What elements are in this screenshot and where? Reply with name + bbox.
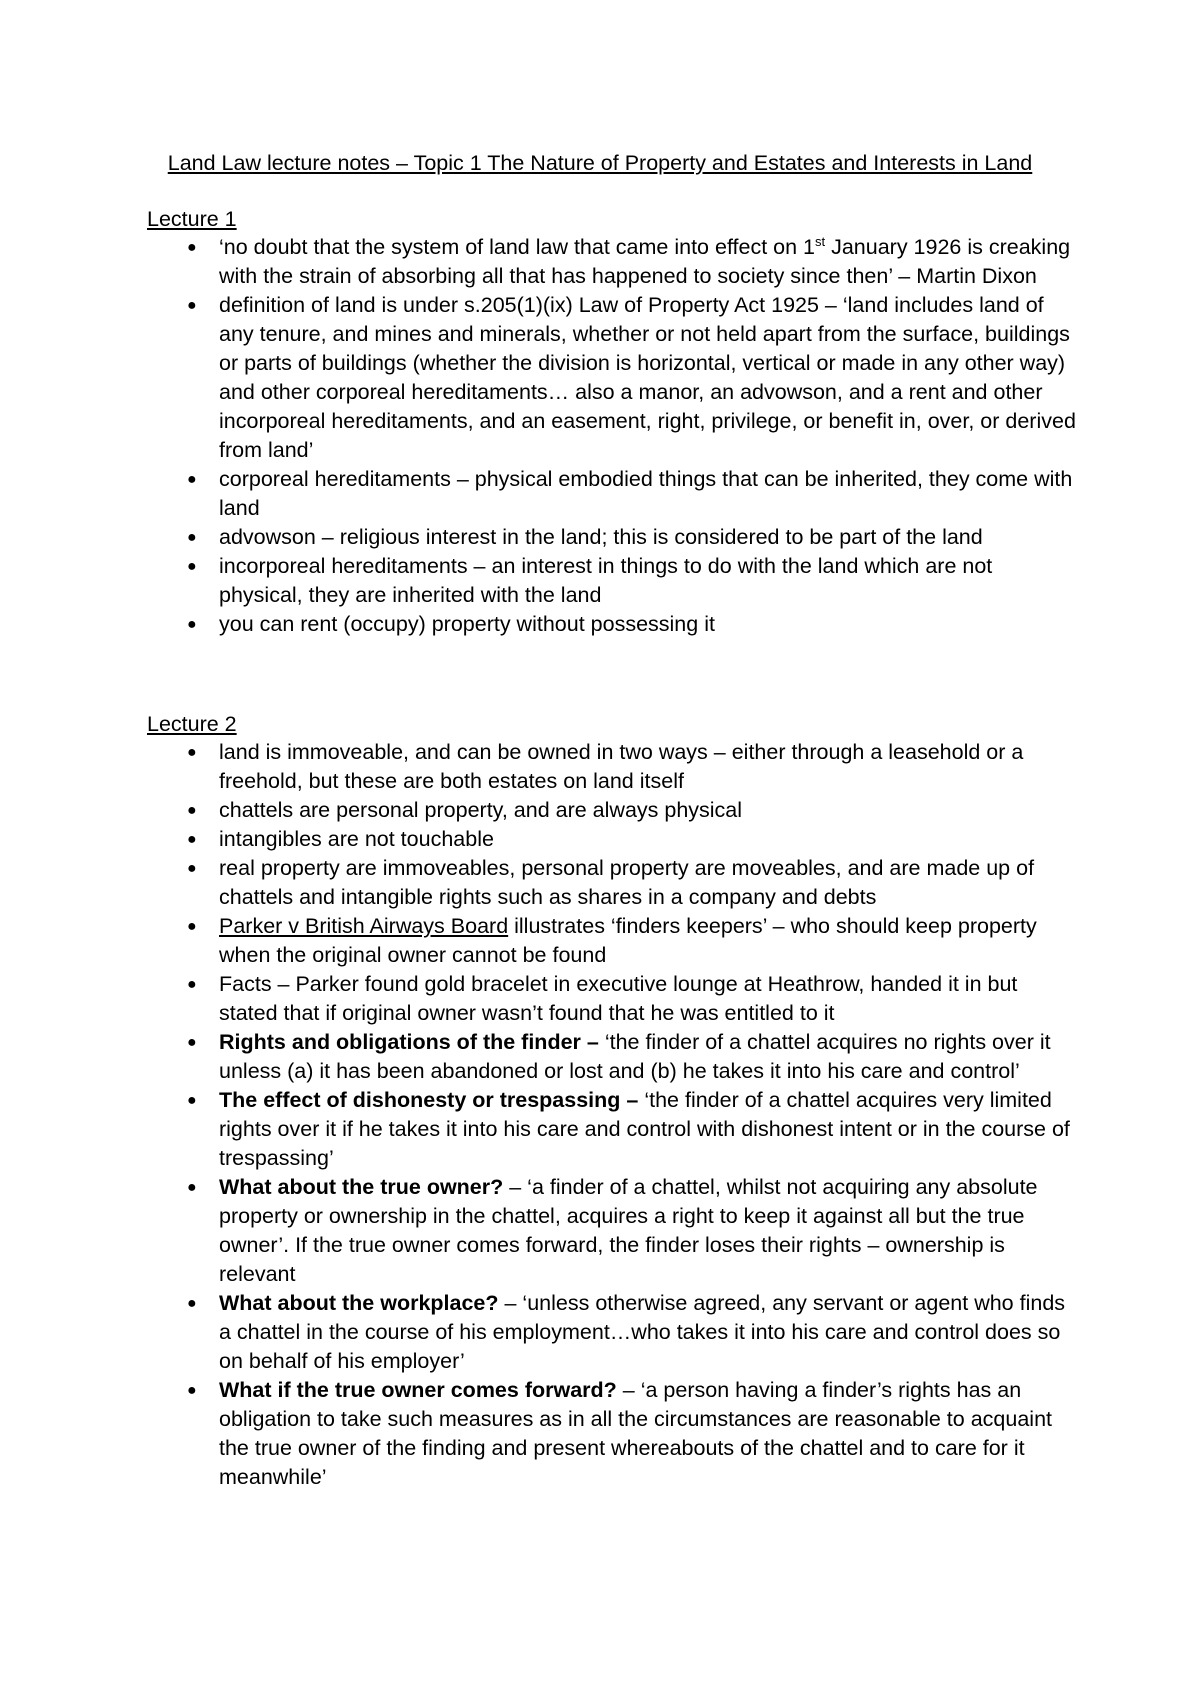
list-item: ● Facts – Parker found gold bracelet in executive lounge at Heathrow, handed it in but stated that if original owner wasn’t found that he was entitled to it: [187, 972, 1018, 1025]
item-bold-lead: What about the workplace?: [219, 1291, 499, 1315]
list-item: ● you can rent (occupy) property without possessing it: [147, 610, 1077, 639]
list-item: ● definition of land is under s.205(1)(ix) Law of Property Act 1925 – ‘land includes land of any tenure, and mines and minerals, whether or not held apart from the surface, buildings or parts of buildings (whether the division is horizontal, vertical or made in any other way) and other corporeal hereditaments… also a manor, an advowson, and a rent and other incorporeal hereditaments, and an easement, right, privilege, or benefit in, over, or derived from land’: [187, 293, 1076, 462]
list-item: ● The effect of dishonesty or trespassing – ‘the finder of a chattel acquires very limited rights over it if he takes it into his care and control with dishonest intent or in the course of trespassing’: [187, 1088, 1070, 1170]
list-item: ● incorporeal hereditaments – an interest in things to do with the land which are not physical, they are inherited with the land: [187, 554, 993, 607]
list-item: ● Parker v British Airways Board illustrates ‘finders keepers’ – who should keep property when the original owner cannot be found: [187, 914, 1037, 967]
list-item: ● ‘no doubt that the system of land law that came into effect on 1st January 1926 is creaking with the strain of absorbing all that has happened to society since then’ – Martin Dixon: [187, 233, 1071, 288]
list-item: ● What if the true owner comes forward? – ‘a person having a finder’s rights has an obligation to take such measures as in all the circumstances are reasonable to acquaint the true owner of the finding and present whereabouts of the chattel and to care for it meanwhile’: [187, 1378, 1052, 1489]
bullet-icon: ●: [187, 918, 197, 935]
bullet-icon: ●: [187, 529, 197, 546]
list-item: ● real property are immoveables, personal property are moveables, and are made up of chattels and intangible rights such as shares in a company and debts: [187, 856, 1035, 909]
lecture-2-heading: Lecture 2: [147, 712, 237, 736]
bullet-icon: ●: [187, 1092, 197, 1109]
bullet-icon: ●: [187, 860, 197, 877]
bullet-icon: ●: [187, 239, 197, 256]
list-item: ● What about the workplace? – ‘unless otherwise agreed, any servant or agent who finds a chattel in the course of his employment…who takes it into his care and control does so on behalf of his employer’: [187, 1291, 1066, 1373]
document-title: Land Law lecture notes – Topic 1 The Nature of Property and Estates and Interests in Land: [167, 151, 1033, 175]
bullet-icon: ●: [187, 976, 197, 993]
bullet-icon: ●: [187, 1179, 197, 1196]
item-bold-lead: Rights and obligations of the finder –: [219, 1030, 599, 1054]
bullet-icon: ●: [187, 471, 197, 488]
lecture-1-list: [147, 233, 1077, 639]
lecture-2-list: [147, 738, 1077, 1492]
bullet-icon: ●: [187, 1034, 197, 1051]
list-item: ● Rights and obligations of the finder – ‘the finder of a chattel acquires no rights over it unless (a) it has been abandoned or lost and (b) he takes it into his care and control’: [187, 1030, 1051, 1083]
bullet-icon: ●: [187, 744, 197, 761]
item-bold-lead: The effect of dishonesty or trespassing –: [219, 1088, 639, 1112]
case-name-parker: Parker v British Airways Board: [219, 914, 509, 938]
list-item: ● corporeal hereditaments – physical embodied things that can be inherited, they come with land: [187, 467, 1073, 520]
list-item: ● chattels are personal property, and are always physical: [147, 796, 1077, 825]
bullet-icon: ●: [187, 297, 197, 314]
item-bold-lead: What if the true owner comes forward?: [219, 1378, 617, 1402]
list-item: ● What about the true owner? – ‘a finder of a chattel, whilst not acquiring any absolute property or ownership in the chattel, acquires a right to keep it against all but the true owner’. If the true owner comes forward, the finder loses their rights – ownership is relevant: [187, 1175, 1038, 1286]
list-item: ● advowson – religious interest in the land; this is considered to be part of the land: [147, 523, 1077, 552]
bullet-icon: ●: [187, 558, 197, 575]
list-item: ● intangibles are not touchable: [147, 825, 1077, 854]
bullet-icon: ●: [187, 1295, 197, 1312]
bullet-icon: ●: [187, 616, 197, 633]
bullet-icon: ●: [187, 1382, 197, 1399]
list-item: ● land is immoveable, and can be owned in two ways – either through a leasehold or a freehold, but these are both estates on land itself: [187, 740, 1024, 793]
item-bold-lead: What about the true owner?: [219, 1175, 504, 1199]
bullet-icon: ●: [187, 831, 197, 848]
bullet-icon: ●: [187, 802, 197, 819]
lecture-1-heading: Lecture 1: [147, 207, 237, 231]
